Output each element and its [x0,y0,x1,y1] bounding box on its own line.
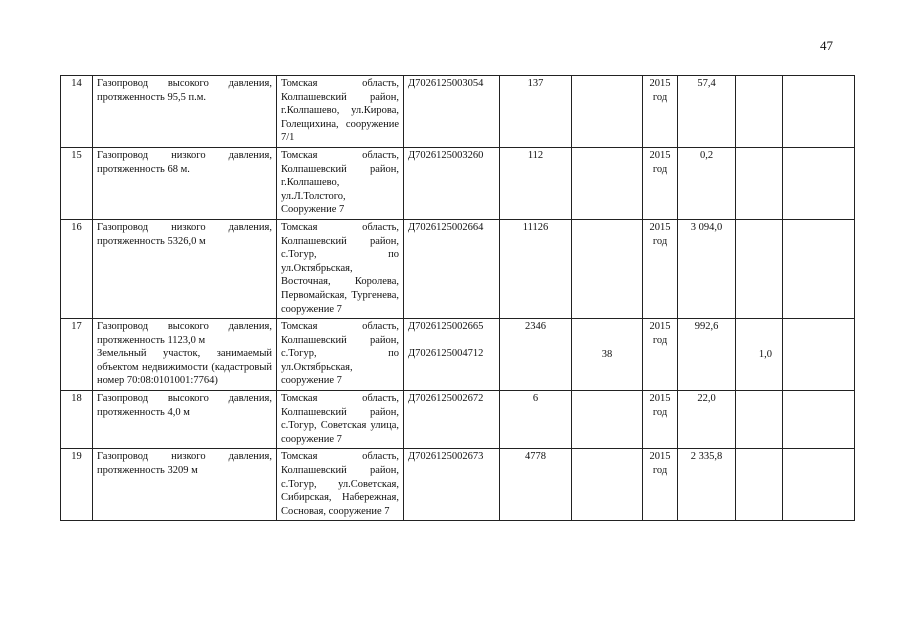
page-number: 47 [820,38,833,53]
area-value [572,391,643,449]
cadastral-number: Д7026125002672 [404,391,500,449]
object-name: Газопровод высокого давления, протяженность 1123,0 м [97,321,272,346]
object-address: Томская область, Колпашевский район, с.Тогур, по ул.Октябрьская, Восточная, Королева, Первомайская, Тургенева, сооружение 7 [277,219,404,318]
object-address: Томская область, Колпашевский район, с.Тогур, по ул.Октябрьская, сооружение 7 [277,319,404,391]
year-value: 2015 год [643,319,678,391]
cost-value: 2 335,8 [678,449,736,521]
extra-cell [736,319,783,391]
year-value: 2015 год [643,449,678,521]
row-number: 16 [61,219,93,318]
row-number: 18 [61,391,93,449]
object-name: Газопровод высокого давления, протяженность 95,5 п.м. [93,76,277,148]
length-value: 112 [500,147,572,219]
row-number: 15 [61,147,93,219]
table-row [61,449,855,521]
table-row [61,391,855,449]
property-registry-table [60,75,855,521]
area-value [572,76,643,148]
cost-value: 992,6 [678,319,736,391]
object-name: Газопровод низкого давления, протяженность 68 м. [93,147,277,219]
empty-cell [783,147,855,219]
cost-value: 3 094,0 [678,219,736,318]
row-number: 19 [61,449,93,521]
length-value: 4778 [500,449,572,521]
object-name-cell [93,319,277,391]
object-address: Томская область, Колпашевский район, г.Колпашево, ул.Л.Толстого, Сооружение 7 [277,147,404,219]
extra-value [736,219,783,318]
cadastral-number: Д7026125003054 [404,76,500,148]
object-address: Томская область, Колпашевский район, с.Тогур, ул.Советская, Сибирская, Набережная, Сосновая, сооружение 7 [277,449,404,521]
year-value: 2015 год [643,391,678,449]
area-cell [572,319,643,391]
cadastral-number-cell [404,319,500,391]
table-row [61,319,855,391]
cost-value: 22,0 [678,391,736,449]
year-value: 2015 год [643,76,678,148]
object-name-land: Земельный участок, занимаемый объектом недвижимости (кадастровый номер 70:08:0101001:7764) [97,348,272,387]
row-number: 14 [61,76,93,148]
length-value: 6 [500,391,572,449]
registry-body [61,76,855,521]
area-value [572,147,643,219]
extra-value [736,449,783,521]
cadastral-number: Д7026125002673 [404,449,500,521]
extra-value [736,76,783,148]
year-value: 2015 год [643,147,678,219]
year-value: 2015 год [643,219,678,318]
cadastral-number: Д7026125003260 [404,147,500,219]
object-name: Газопровод низкого давления, протяженность 5326,0 м [93,219,277,318]
length-value: 2346 [500,319,572,391]
row-number: 17 [61,319,93,391]
extra-value [736,147,783,219]
extra-value [736,391,783,449]
length-value: 137 [500,76,572,148]
table-row [61,76,855,148]
extra-value: 1,0 [758,349,772,361]
table-row [61,219,855,318]
empty-cell [783,449,855,521]
cost-value: 0,2 [678,147,736,219]
area-value: 38 [601,349,613,361]
length-value: 11126 [500,219,572,318]
empty-cell [783,219,855,318]
object-name: Газопровод высокого давления, протяженность 4,0 м [93,391,277,449]
cadastral-number-land: Д7026125004712 [408,348,484,360]
object-address: Томская область, Колпашевский район, с.Тогур, Советская улица, сооружение 7 [277,391,404,449]
empty-cell [783,319,855,391]
object-address: Томская область, Колпашевский район, г.Колпашево, ул.Кирова, Голещихина, сооружение 7/1 [277,76,404,148]
area-value [572,219,643,318]
cadastral-number: Д7026125002664 [404,219,500,318]
cost-value: 57,4 [678,76,736,148]
empty-cell [783,391,855,449]
table-row [61,147,855,219]
area-value [572,449,643,521]
object-name: Газопровод низкого давления, протяженность 3209 м [93,449,277,521]
empty-cell [783,76,855,148]
spacer [408,334,495,348]
cadastral-number: Д7026125002665 [408,321,484,333]
